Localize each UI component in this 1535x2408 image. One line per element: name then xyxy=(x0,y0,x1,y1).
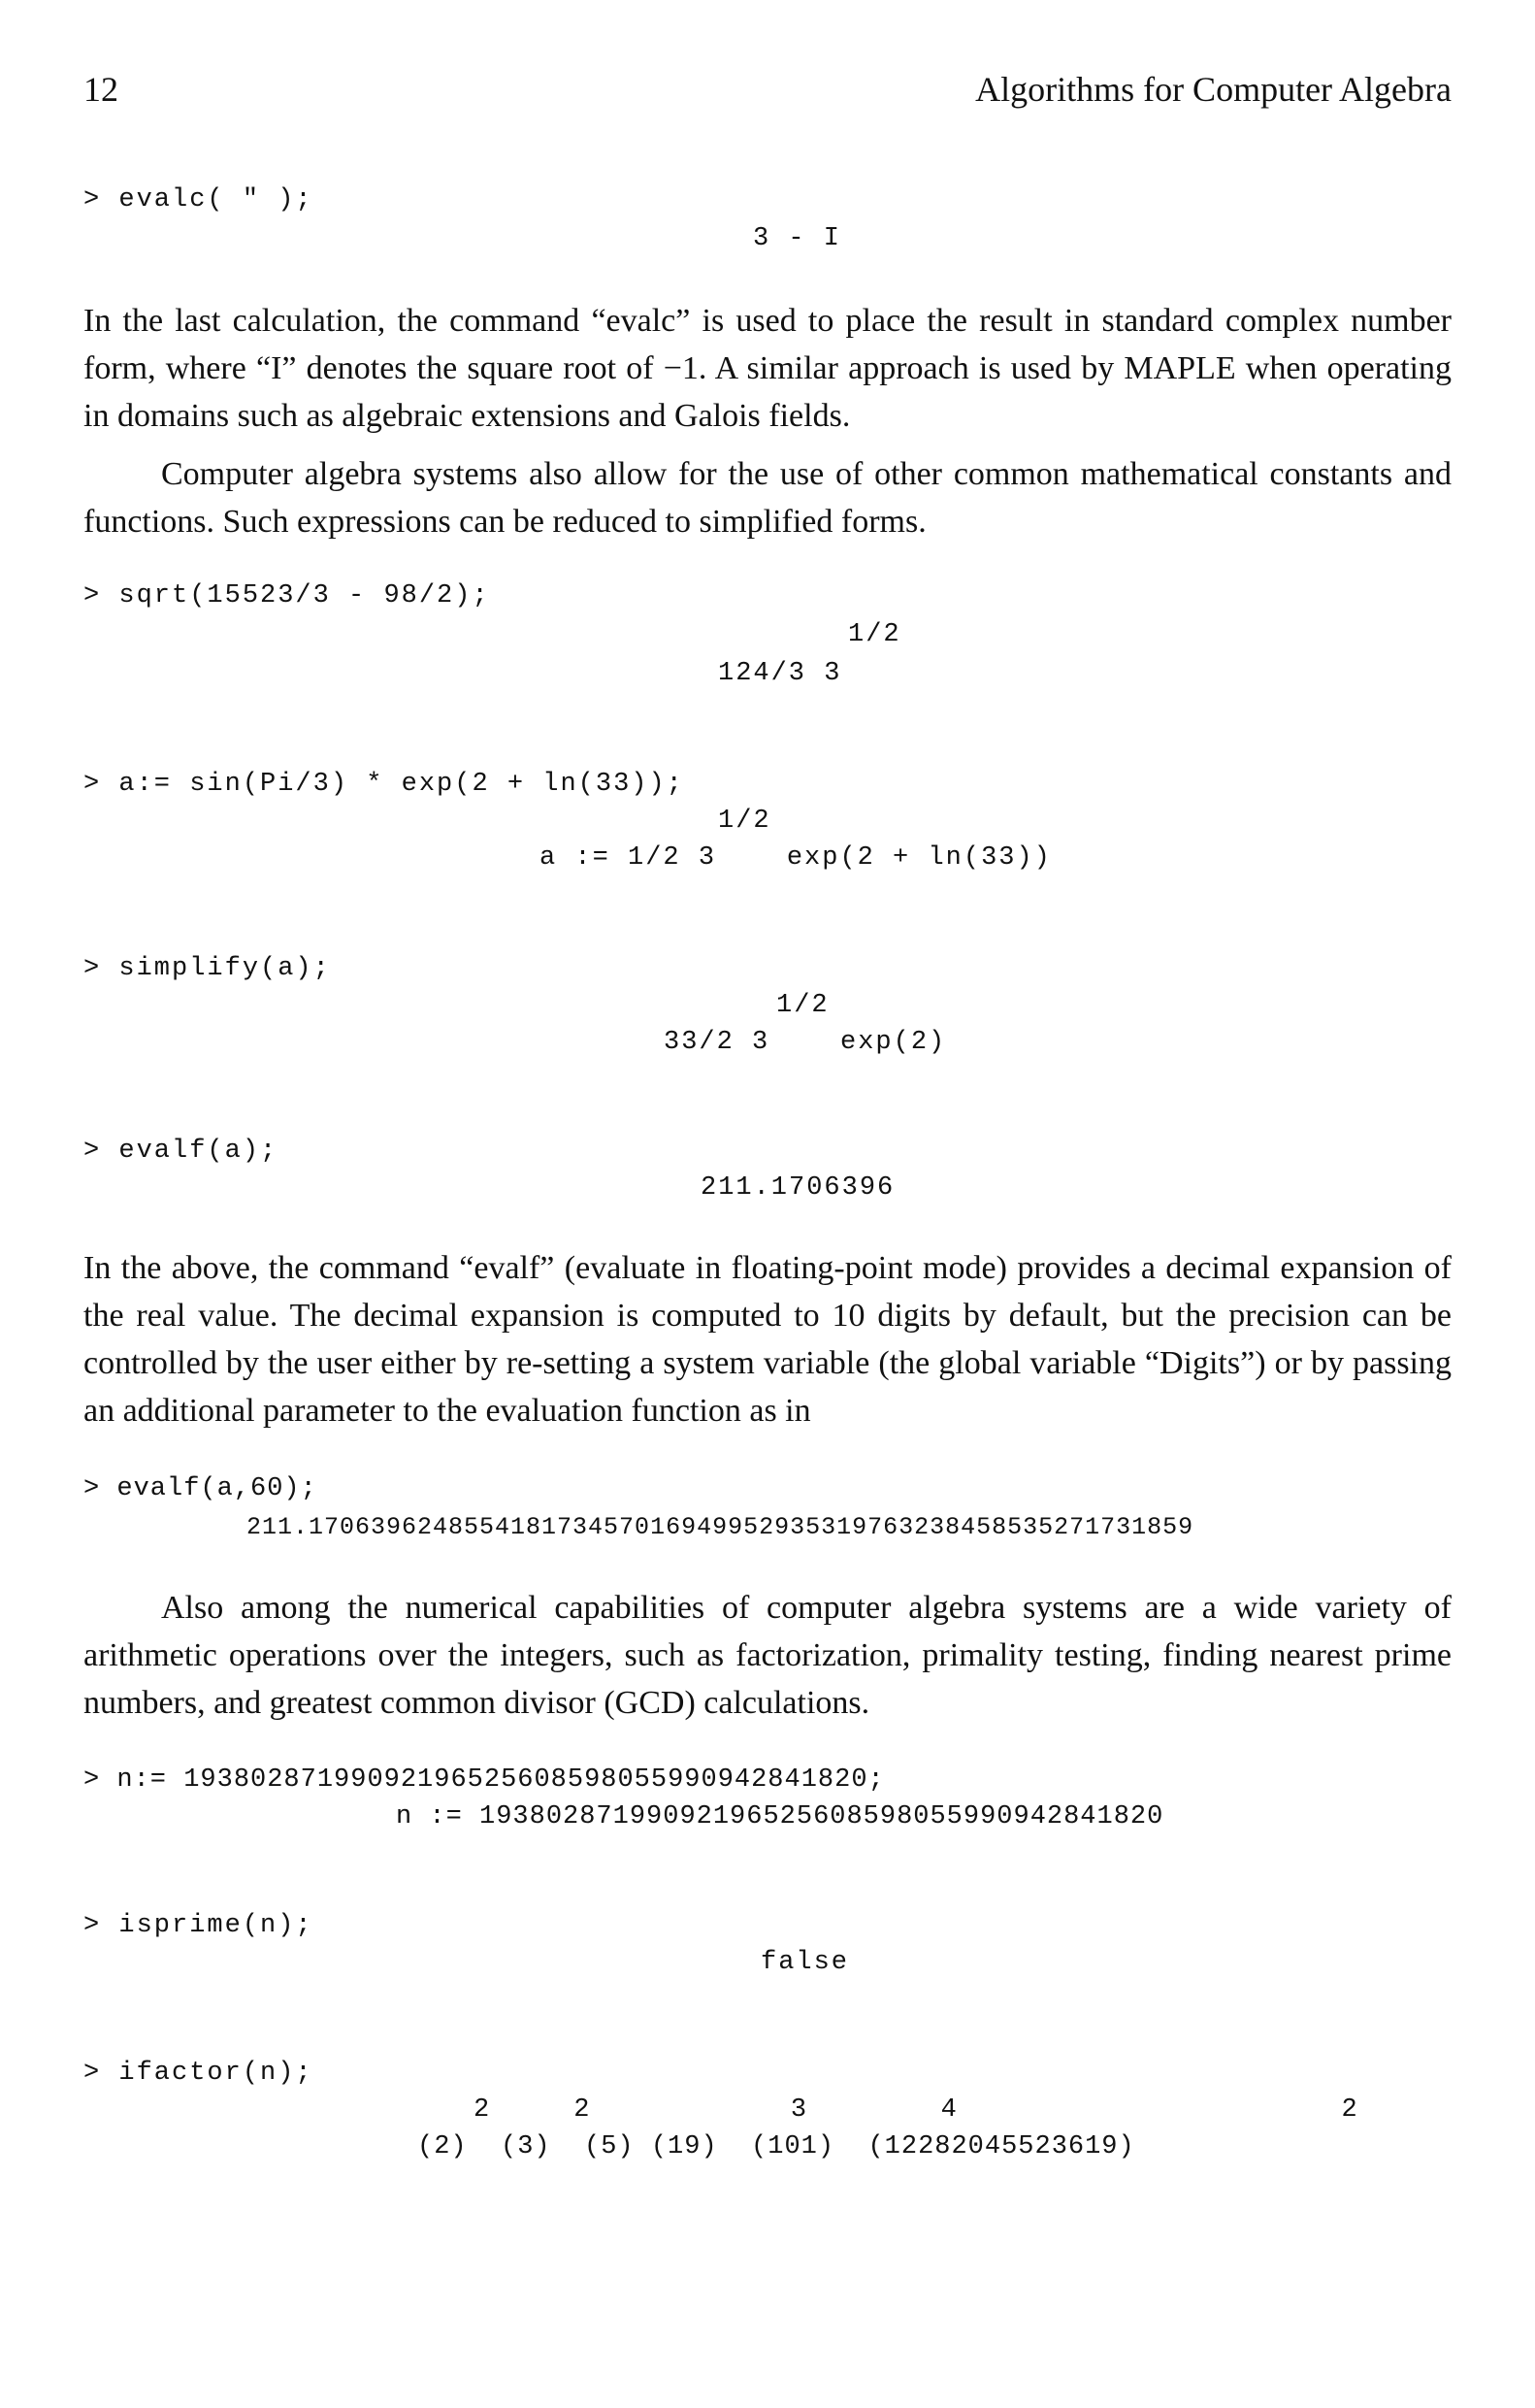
maple-input-evalf-60: > evalf(a,60); xyxy=(83,1474,317,1503)
running-head-title: Algorithms for Computer Algebra xyxy=(975,70,1452,109)
maple-input-ifactor: > ifactor(n); xyxy=(83,2059,313,2088)
maple-output-evalf-60: 211.170639624855418173457016949952935319763238458535271731859 xyxy=(246,1513,1194,1541)
maple-output-simplify-exponent: 1/2 xyxy=(776,991,830,1020)
paragraph-evalc-explanation: In the last calculation, the command “evalc” is used to place the result in standard complex number form, where “I” denotes the square root of −1. A similar approach is used by MAPLE when operating in domains such as algebraic extensions and Galois fields. xyxy=(83,303,1452,434)
paragraph-constants-functions: Computer algebra systems also allow for the use of other common mathematical constants and functions. Such expressions can be reduced to simplified forms. xyxy=(83,456,1452,540)
maple-input-sqrt: > sqrt(15523/3 - 98/2); xyxy=(83,581,490,610)
maple-input-simplify: > simplify(a); xyxy=(83,954,331,983)
page-number: 12 xyxy=(83,70,118,109)
maple-output-sqrt-exponent: 1/2 xyxy=(848,620,901,649)
maple-output-assign-a: a := 1/2 3 exp(2 + ln(33)) xyxy=(539,843,1052,873)
maple-input-evalf: > evalf(a); xyxy=(83,1137,278,1166)
paragraph-evalf-explanation: In the above, the command “evalf” (evaluate in floating-point mode) provides a decimal expansion of the real value. The decimal expansion is computed to 10 digits by default, but the precision can be controlled by the user either by re-setting a system variable (the global variable “Digits”) or by passing an additional parameter to the evaluation function as in xyxy=(83,1250,1452,1429)
maple-output-evalf: 211.1706396 xyxy=(701,1173,896,1203)
maple-input-assign-n: > n:= 19380287199092196525608598055990942841820; xyxy=(83,1765,885,1795)
maple-output-ifactor-exponents: 2 2 3 4 2 xyxy=(474,2095,1358,2125)
maple-output-sqrt: 124/3 3 xyxy=(718,659,842,688)
maple-output-evalc: 3 - I xyxy=(753,224,842,253)
maple-input-assign-a: > a:= sin(Pi/3) * exp(2 + ln(33)); xyxy=(83,770,684,799)
maple-output-assign-n: n := 19380287199092196525608598055990942841820 xyxy=(396,1802,1164,1831)
maple-output-simplify: 33/2 3 exp(2) xyxy=(664,1028,947,1057)
maple-input-evalc: > evalc( " ); xyxy=(83,185,313,214)
maple-output-isprime: false xyxy=(761,1948,850,1977)
maple-output-assign-a-exponent: 1/2 xyxy=(718,807,771,836)
paragraph-integer-capabilities: Also among the numerical capabilities of computer algebra systems are a wide variety of arithmetic operations over the integers, such as factorization, primality testing, finding nearest prime numbers, and greatest common divisor (GCD) calculations. xyxy=(83,1590,1452,1721)
maple-output-ifactor: (2) (3) (5) (19) (101) (12282045523619) xyxy=(417,2132,1135,2161)
maple-input-isprime: > isprime(n); xyxy=(83,1911,313,1940)
